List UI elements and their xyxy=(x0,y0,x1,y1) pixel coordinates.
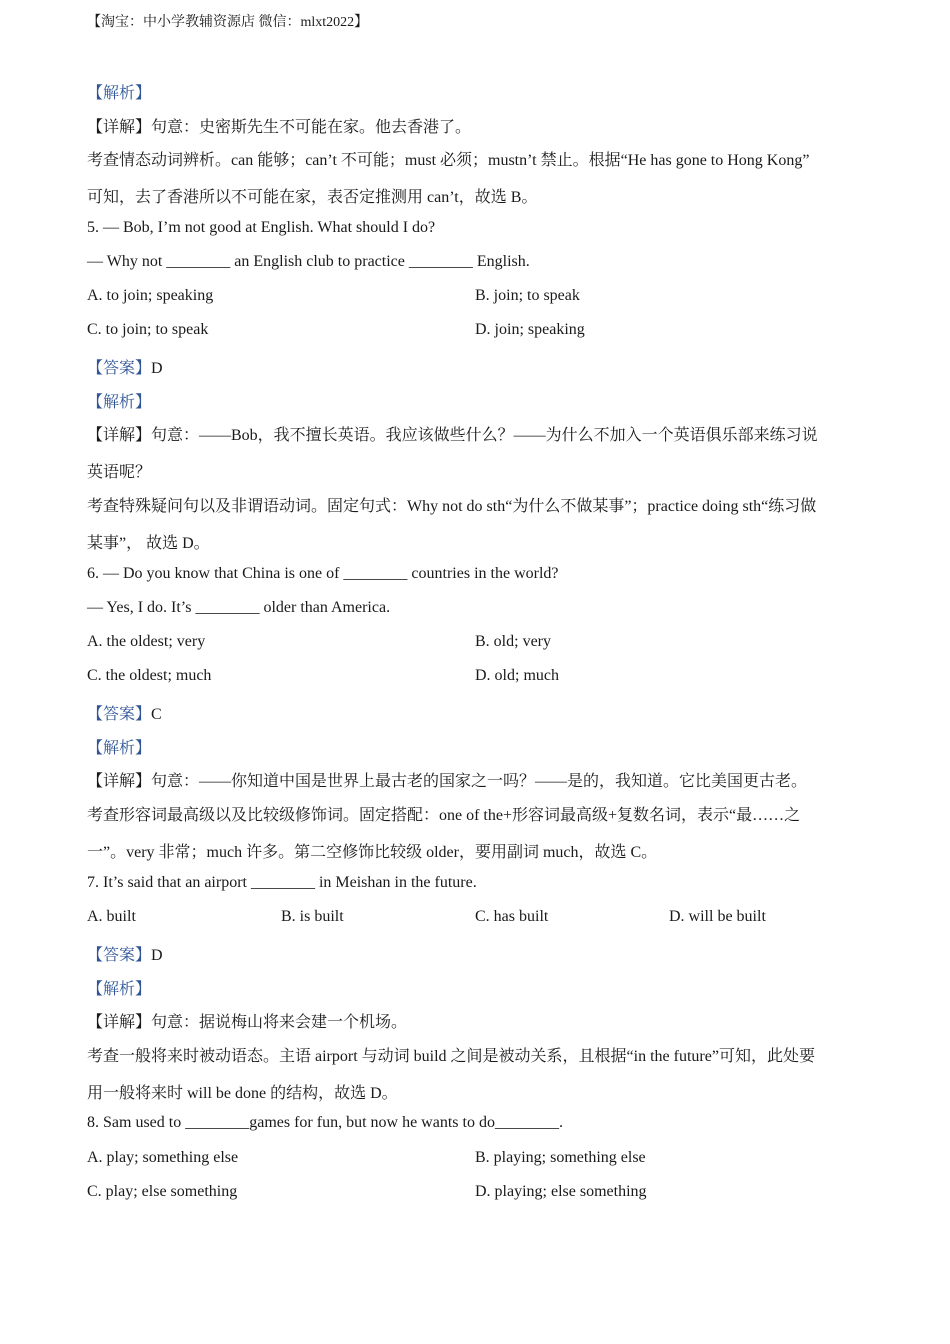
q6-stem-line-2: — Yes, I do. It’s ________ older than America. xyxy=(87,599,391,616)
q5-detail-line-2: 英语呢？ xyxy=(87,464,152,481)
q6-answer-value: C xyxy=(151,706,162,723)
q6-detail: 【详解】句意：——你知道中国是世界上最古老的国家之一吗？——是的，我知道。它比美国更古老。 xyxy=(87,773,808,790)
q6-option-a: A. the oldest; very xyxy=(87,633,206,650)
q6-analysis-line-1: 考查形容词最高级以及比较级修饰词。固定搭配：one of the+形容词最高级+复数名词，表示“最……之 xyxy=(87,807,801,824)
q5-stem-line-2: — Why not ________ an English club to practice ________ English. xyxy=(87,253,530,270)
q7-option-b: B. is built xyxy=(281,908,344,925)
q5-stem-line-1: 5. — Bob, I’m not good at English. What should I do? xyxy=(87,219,436,236)
q7-option-a: A. built xyxy=(87,908,136,925)
q6-option-d: D. old; much xyxy=(475,667,559,684)
q7-answer-value: D xyxy=(151,947,163,964)
q7-answer xyxy=(87,942,163,965)
q8-stem: 8. Sam used to ________games for fun, but now he wants to do________. xyxy=(87,1114,563,1131)
q4-analysis-line-2: 可知，去了香港所以不可能在家，表否定推测用 can’t，故选 B。 xyxy=(87,189,538,206)
q5-analysis-line-2: 某事”， 故选 D。 xyxy=(87,535,210,552)
q5-option-d: D. join; speaking xyxy=(475,321,585,338)
q6-analysis-line-2: 一”。very 非常；much 许多。第二空修饰比较级 older，要用副词 much，故选 C。 xyxy=(87,844,658,861)
q8-option-b: B. playing; something else xyxy=(475,1149,646,1166)
q7-jiexi-label: 【解析】 xyxy=(87,981,152,998)
q7-analysis-line-2: 用一般将来时 will be done 的结构，故选 D。 xyxy=(87,1085,398,1102)
q5-jiexi-label: 【解析】 xyxy=(87,394,152,411)
q6-stem-line-1: 6. — Do you know that China is one of ________ countries in the world? xyxy=(87,565,559,582)
q7-detail: 【详解】句意：据说梅山将来会建一个机场。 xyxy=(87,1014,408,1031)
q6-answer-label: 【答案】 xyxy=(87,706,152,723)
q4-jiexi-label: 【解析】 xyxy=(87,85,152,102)
q4-detail: 【详解】句意：史密斯先生不可能在家。他去香港了。 xyxy=(87,119,472,136)
q5-detail-line-1: 【详解】句意：——Bob，我不擅长英语。我应该做些什么？——为什么不加入一个英语俱乐部来练习说 xyxy=(87,427,818,444)
q5-analysis-line-1: 考查特殊疑问句以及非谓语动词。固定句式：Why not do sth“为什么不做某事”；practice doing sth“练习做 xyxy=(87,498,817,515)
q7-answer-label: 【答案】 xyxy=(87,947,152,964)
q5-answer-value: D xyxy=(151,360,163,377)
q7-stem: 7. It’s said that an airport ________ in Meishan in the future. xyxy=(87,874,477,891)
q6-option-b: B. old; very xyxy=(475,633,551,650)
q6-option-c: C. the oldest; much xyxy=(87,667,212,684)
q5-option-c: C. to join; to speak xyxy=(87,321,209,338)
shop-header: 【淘宝：中小学教辅资源店 微信：mlxt2022】 xyxy=(87,15,369,30)
q5-option-b: B. join; to speak xyxy=(475,287,580,304)
q6-answer xyxy=(87,701,162,724)
q6-jiexi-label: 【解析】 xyxy=(87,740,152,757)
q7-analysis-line-1: 考查一般将来时被动语态。主语 airport 与动词 build 之间是被动关系，且根据“in the future”可知，此处要 xyxy=(87,1048,815,1065)
q4-analysis-line-1: 考查情态动词辨析。can 能够；can’t 不可能；must 必须；mustn’t 禁止。根据“He has gone to Hong Kong” xyxy=(87,152,810,169)
q8-option-d: D. playing; else something xyxy=(475,1183,647,1200)
q5-answer xyxy=(87,355,163,378)
q5-answer-label: 【答案】 xyxy=(87,360,152,377)
q8-option-c: C. play; else something xyxy=(87,1183,238,1200)
q5-option-a: A. to join; speaking xyxy=(87,287,214,304)
q7-option-c: C. has built xyxy=(475,908,549,925)
q7-option-d: D. will be built xyxy=(669,908,766,925)
q8-option-a: A. play; something else xyxy=(87,1149,239,1166)
